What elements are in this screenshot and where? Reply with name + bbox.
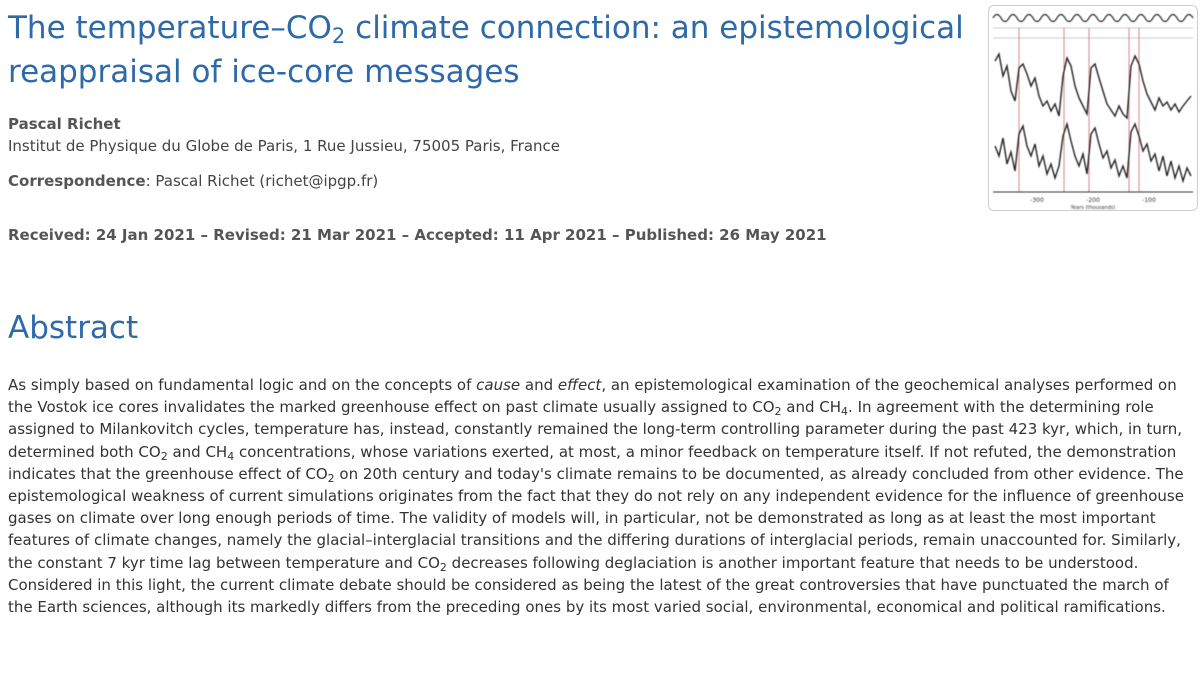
subscript: 4 xyxy=(841,405,849,419)
abstract-segment: decreases following deglaciation is another important feature that needs to be understood. Considered in this light, the current climate debate should be considered as being the latest of the great controversies that have punctuated the march of the Earth sciences, although its markedly differs from the preceding ones by its most varied social, environmental, economical and political ramifications. xyxy=(8,553,1169,617)
figure-tick-2: -200 xyxy=(1086,197,1100,204)
subscript: 2 xyxy=(327,471,335,485)
abstract-segment: and xyxy=(520,376,558,394)
abstract-segment: concentrations, whose variations exerted, at most, a minor feedback on temperature itself. If not refuted, the demonstration indicates that the greenhouse effect of CO xyxy=(8,442,1177,483)
abstract-segment: . In agreement with the determining role assigned to Milankovitch cycles, temperature has, instead, constantly remained the long-term controlling parameter during the past 423 kyr, which, in turn, determined both CO xyxy=(8,398,1183,461)
correspondence xyxy=(8,172,378,190)
abstract-segment: As simply based on fundamental logic and on the concepts of xyxy=(8,376,477,394)
subscript: 2 xyxy=(439,560,447,574)
abstract-segment: on 20th century and today's climate remains to be documented, as already concluded from other evidence. The epistemological weakness of current simulations originates from the fact that they do not rely on any independent evidence for the influence of greenhouse gases on climate over long enough periods of time. The validity of models will, in particular, not be demonstrated as long as at least the most important features of climate changes, namely the glacial–interglacial transitions and the differing durations of interglacial periods, remain unaccounted for. Similarly, the constant 7 kyr time lag between temperature and CO xyxy=(8,464,1184,572)
abstract-segment: and CH xyxy=(781,398,842,417)
figure-xlabel: Years (thousands) xyxy=(1070,205,1116,210)
abstract-text xyxy=(8,374,1198,618)
figure-tick-3: -100 xyxy=(1142,197,1156,204)
title-part1: The temperature–CO xyxy=(8,10,332,46)
figure-thumbnail[interactable] xyxy=(988,5,1198,211)
correspondence-value: : Pascal Richet (richet@ipgp.fr) xyxy=(145,172,379,190)
figure-plot xyxy=(989,6,1197,210)
subscript: 2 xyxy=(160,449,168,463)
article-title xyxy=(8,6,968,94)
subscript: 4 xyxy=(227,449,235,463)
abstract-segment: , an epistemological examination of the geochemical analyses performed on the Vostok ice cores invalidates the marked greenhouse effect on past climate usually assigned to CO xyxy=(8,376,1177,417)
correspondence-label: Correspondence xyxy=(8,172,146,190)
subscript: 2 xyxy=(774,405,782,419)
abstract-segment: and CH xyxy=(167,442,228,461)
author-affiliation: Institut de Physique du Globe de Paris, 1 Rue Jussieu, 75005 Paris, France xyxy=(8,137,561,155)
title-subscript: 2 xyxy=(331,24,346,48)
publication-dates: Received: 24 Jan 2021 – Revised: 21 Mar 2021 – Accepted: 11 Apr 2021 – Published: 26 May 2021 xyxy=(8,226,827,244)
abstract-italic-cause: cause xyxy=(476,376,521,394)
abstract-italic-effect: effect xyxy=(557,376,602,394)
abstract-heading: Abstract xyxy=(8,310,139,346)
title-part2: climate connection: an epistemological reappraisal of ice-core messages xyxy=(8,10,964,90)
author-name: Pascal Richet xyxy=(8,115,121,133)
figure-tick-1: -300 xyxy=(1030,197,1044,204)
